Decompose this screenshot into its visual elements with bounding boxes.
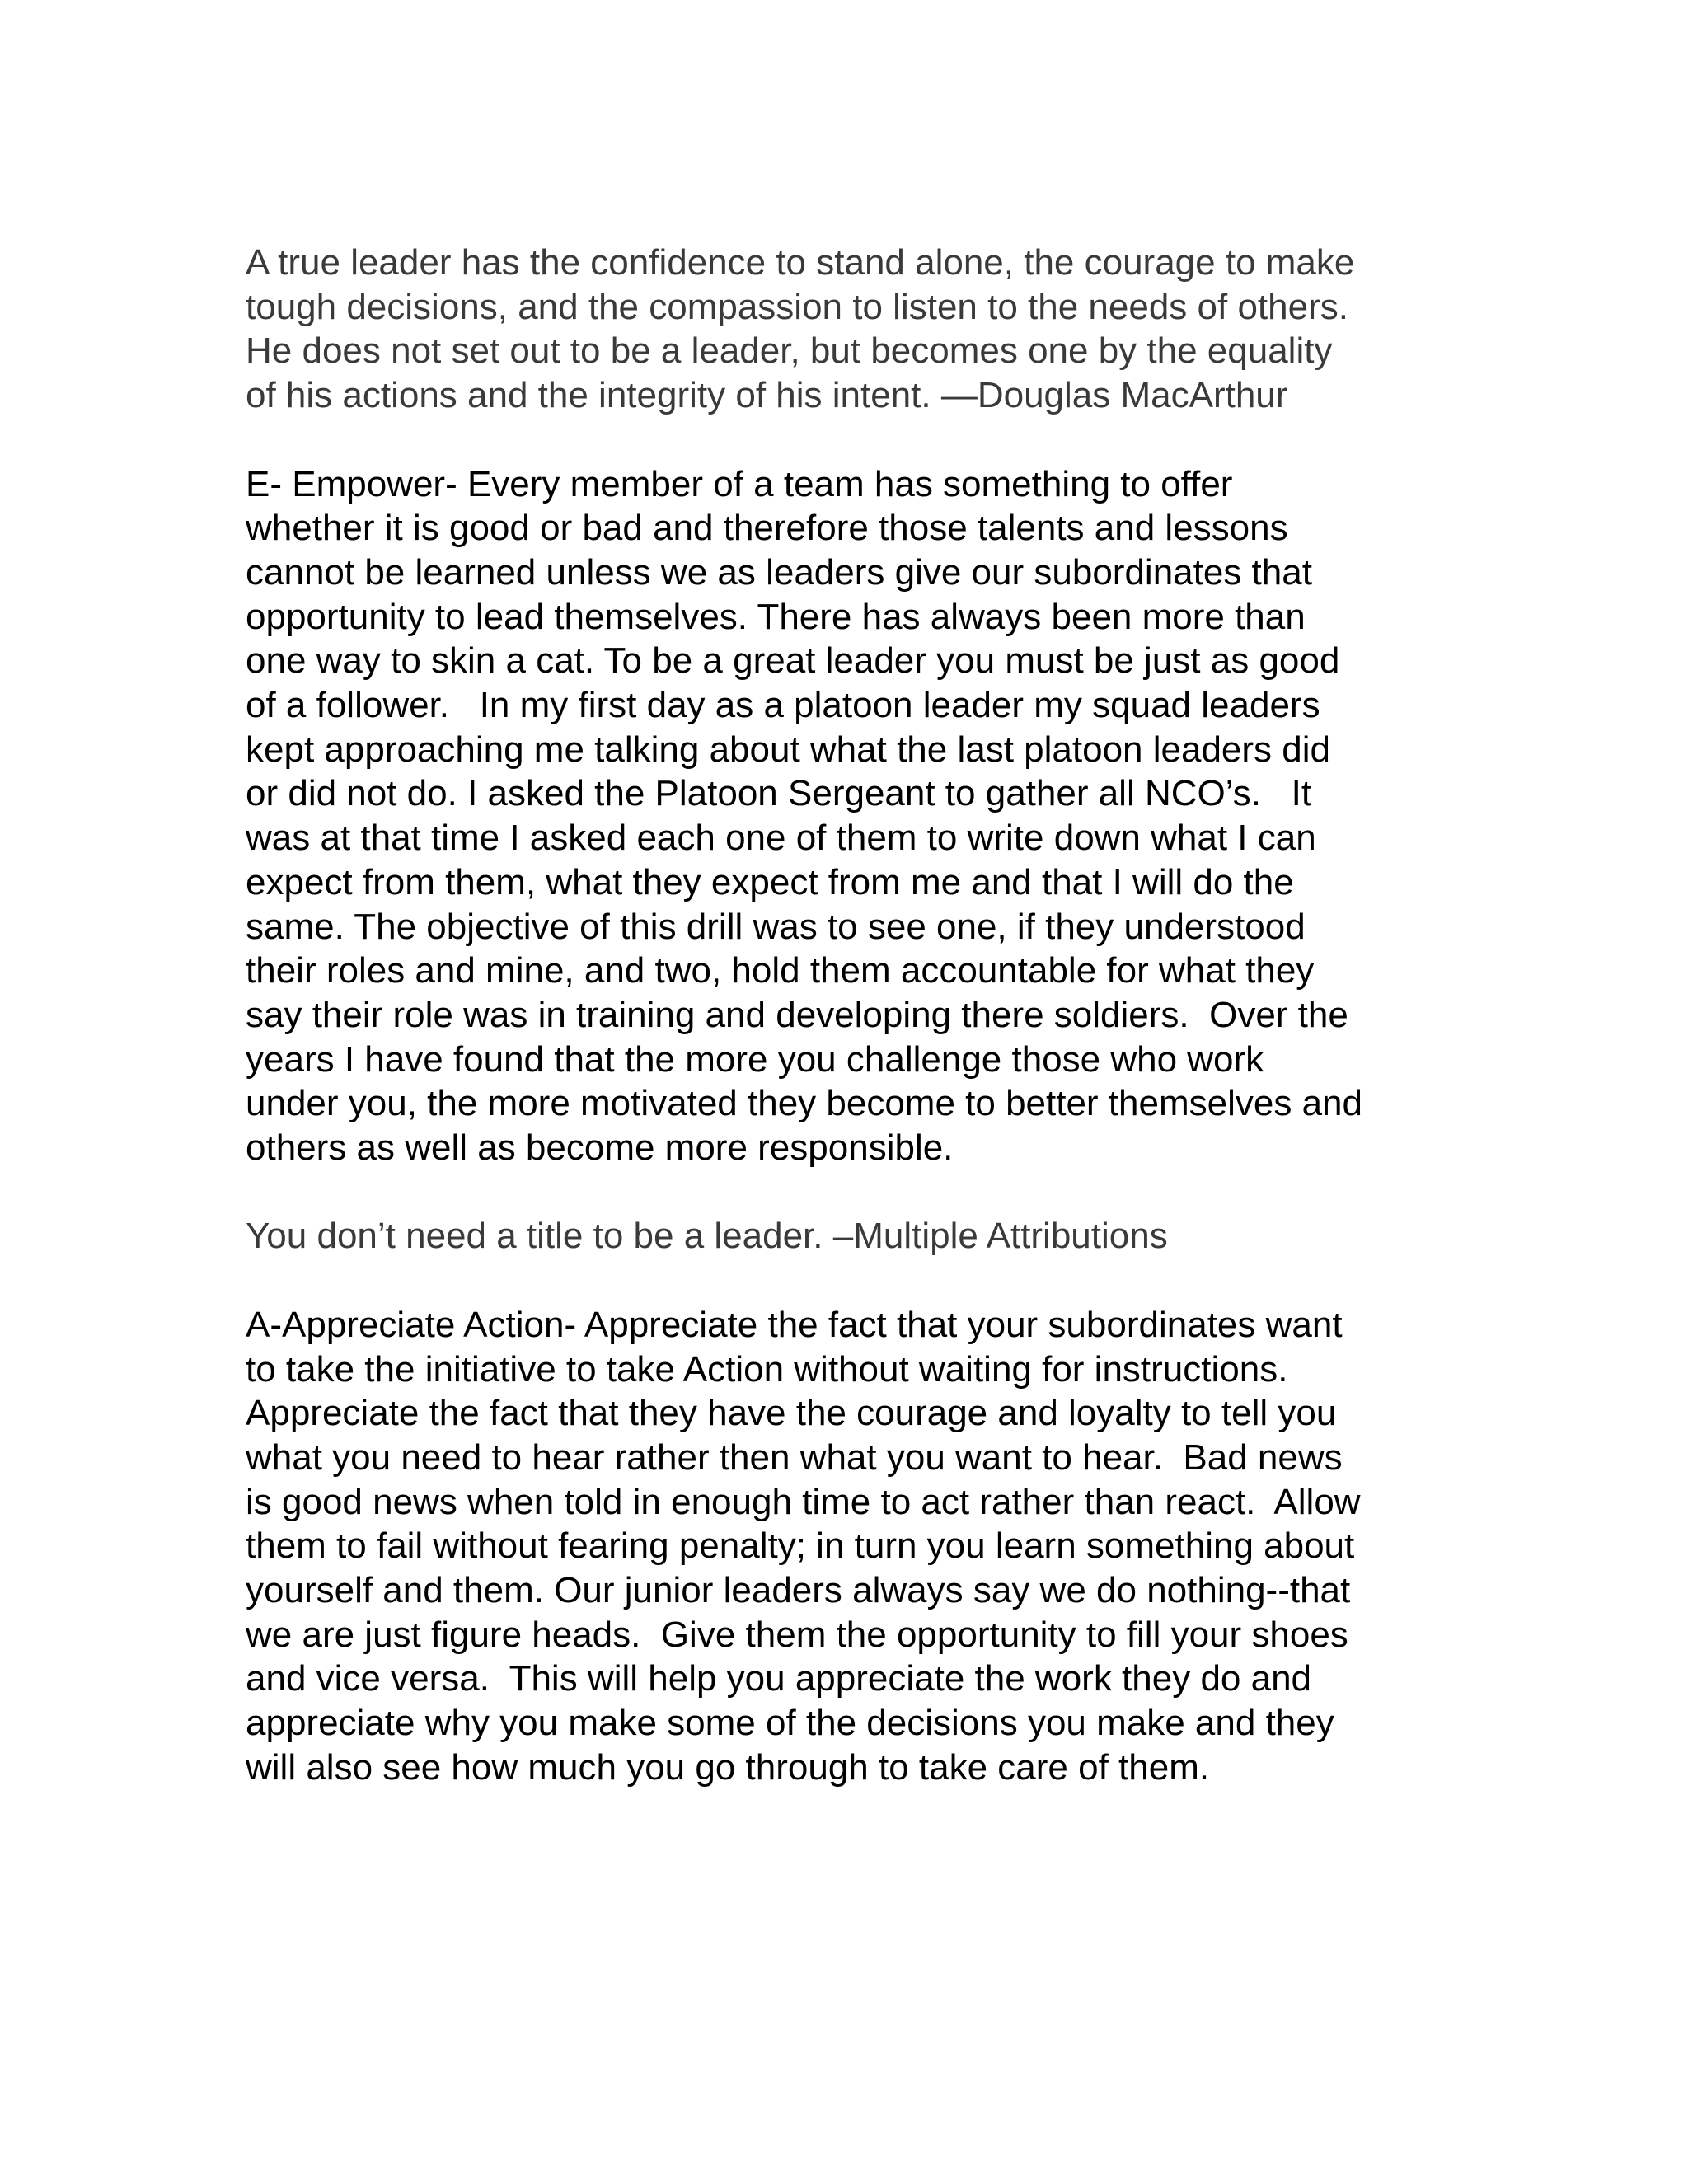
paragraph-line: will also see how much you go through to take care of them. bbox=[246, 1746, 1210, 1788]
paragraph-line: what you need to hear rather then what you want to hear. Bad news bbox=[246, 1436, 1343, 1478]
quote-line: of his actions and the integrity of his intent. —Douglas MacArthur bbox=[246, 375, 1288, 416]
empower-paragraph bbox=[246, 462, 1449, 1170]
paragraph-line: appreciate why you make some of the decisions you make and they bbox=[246, 1703, 1334, 1744]
quote-line: A true leader has the confidence to stand alone, the courage to make bbox=[246, 242, 1355, 283]
paragraph-line: opportunity to lead themselves. There has always been more than bbox=[246, 596, 1306, 637]
macarthur-quote bbox=[246, 241, 1449, 418]
paragraph-line: them to fail without fearing penalty; in turn you learn something about bbox=[246, 1526, 1355, 1567]
attribution-quote bbox=[246, 1214, 1449, 1258]
paragraph-line: cannot be learned unless we as leaders give our subordinates that bbox=[246, 551, 1312, 593]
quote-line: He does not set out to be a leader, but becomes one by the equality bbox=[246, 330, 1333, 372]
paragraph-line: under you, the more motivated they become to better themselves and bbox=[246, 1083, 1362, 1124]
appreciate-paragraph bbox=[246, 1303, 1449, 1790]
paragraph-line: E- Empower- Every member of a team has something to offer bbox=[246, 463, 1233, 504]
paragraph-line: Appreciate the fact that they have the courage and loyalty to tell you bbox=[246, 1393, 1337, 1434]
paragraph-line: say their role was in training and developing there soldiers. Over the bbox=[246, 994, 1348, 1035]
paragraph-line: we are just figure heads. Give them the opportunity to fill your shoes bbox=[246, 1614, 1348, 1655]
paragraph-line: and vice versa. This will help you appreciate the work they do and bbox=[246, 1658, 1312, 1699]
paragraph-line: to take the initiative to take Action without waiting for instructions. bbox=[246, 1348, 1288, 1390]
paragraph-line: same. The objective of this drill was to see one, if they understood bbox=[246, 906, 1306, 947]
paragraph-line: is good news when told in enough time to act rather than react. Allow bbox=[246, 1481, 1361, 1522]
paragraph-line: whether it is good or bad and therefore those talents and lessons bbox=[246, 508, 1288, 549]
paragraph-line: one way to skin a cat. To be a great leader you must be just as good bbox=[246, 640, 1340, 682]
paragraph-line: kept approaching me talking about what the last platoon leaders did bbox=[246, 729, 1330, 770]
paragraph-line: yourself and them. Our junior leaders always say we do nothing--that bbox=[246, 1570, 1351, 1611]
paragraph-line: was at that time I asked each one of them to write down what I can bbox=[246, 818, 1316, 859]
paragraph-line: of a follower. In my first day as a platoon leader my squad leaders bbox=[246, 685, 1320, 726]
paragraph-line: others as well as become more responsible. bbox=[246, 1127, 954, 1169]
quote-line: You don’t need a title to be a leader. –Multiple Attributions bbox=[246, 1216, 1168, 1257]
paragraph-line: years I have found that the more you challenge those who work bbox=[246, 1038, 1264, 1080]
paragraph-line: their roles and mine, and two, hold them accountable for what they bbox=[246, 950, 1315, 991]
quote-line: tough decisions, and the compassion to listen to the needs of others. bbox=[246, 286, 1348, 327]
paragraph-line: expect from them, what they expect from me and that I will do the bbox=[246, 861, 1294, 902]
paragraph-line: A-Appreciate Action- Appreciate the fact that your subordinates want bbox=[246, 1304, 1343, 1345]
document-body bbox=[246, 241, 1449, 1834]
paragraph-line: or did not do. I asked the Platoon Sergeant to gather all NCO’s. It bbox=[246, 773, 1312, 814]
